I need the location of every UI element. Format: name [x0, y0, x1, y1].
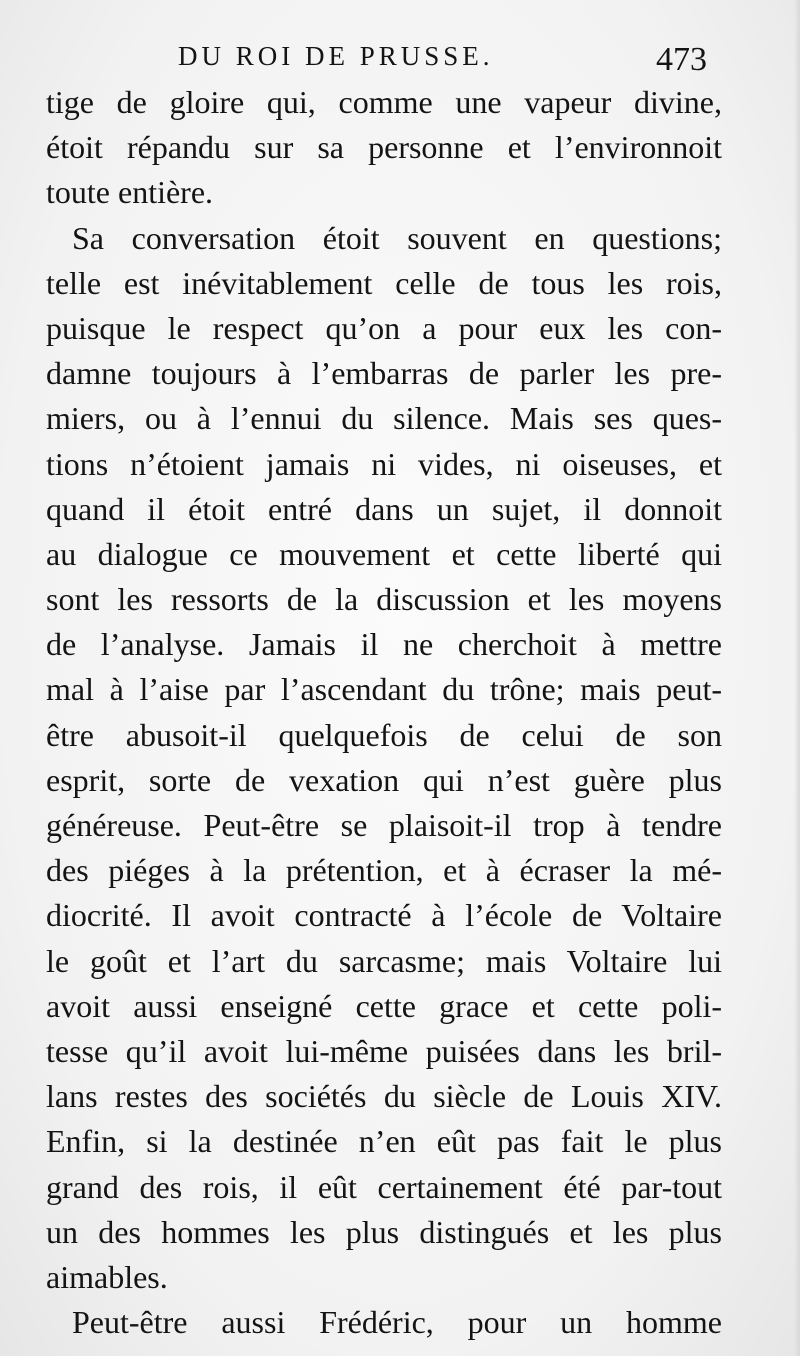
text-line: Peut-être aussi Frédéric, pour un homme	[72, 1304, 722, 1341]
text-line: puisque le respect qu’on a pour eux les con-	[46, 309, 722, 346]
text-line: tesse qu’il avoit lui-même puisées dans les bril-	[46, 1032, 722, 1069]
text-line: damne toujours à l’embarras de parler les pre-	[46, 355, 722, 392]
text-line: aimables.	[46, 1258, 168, 1295]
text-line: quand il étoit entré dans un sujet, il donnoit	[46, 490, 722, 527]
text-line: sont les ressorts de la discussion et les moyens	[46, 581, 722, 618]
text-line: avoit aussi enseigné cette grace et cette poli-	[46, 987, 722, 1024]
text-line: Enfin, si la destinée n’en eût pas fait le plus	[46, 1123, 722, 1160]
text-line: généreuse. Peut-être se plaisoit-il trop à tendre	[46, 807, 722, 843]
text-line: toute entière.	[46, 174, 214, 211]
page-number: 473	[656, 41, 707, 78]
text-line: mal à l’aise par l’ascendant du trône; mais peut-	[46, 671, 722, 708]
text-line: tions n’étoient jamais ni vides, ni oiseuses, et	[46, 445, 722, 482]
text-line: esprit, sorte de vexation qui n’est guère plus	[46, 761, 722, 798]
text-line: le goût et l’art du sarcasme; mais Voltaire lui	[46, 942, 722, 979]
text-line: diocrité. Il avoit contracté à l’école de Voltaire	[46, 897, 722, 934]
page-edge-shadow	[794, 0, 800, 1356]
text-line: miers, ou à l’ennui du silence. Mais ses ques-	[46, 400, 722, 437]
text-line: telle est inévitablement celle de tous les rois,	[46, 264, 722, 301]
body-text	[46, 80, 722, 1345]
text-line: des piéges à la prétention, et à écraser la mé-	[46, 852, 722, 889]
text-line: tige de gloire qui, comme une vapeur divine,	[46, 84, 722, 120]
running-head	[0, 36, 800, 80]
running-title: DU ROI DE PRUSSE.	[178, 41, 494, 71]
text-line: être abusoit-il quelquefois de celui de son	[46, 716, 722, 753]
text-line: grand des rois, il eût certainement été par-tout	[46, 1168, 722, 1205]
text-line: au dialogue ce mouvement et cette liberté qui	[46, 535, 722, 572]
text-line: de l’analyse. Jamais il ne cherchoit à mettre	[46, 626, 722, 663]
text-line: un des hommes les plus distingués et les plus	[46, 1213, 722, 1250]
text-line: lans restes des sociétés du siècle de Louis XIV.	[46, 1078, 722, 1115]
text-line: étoit répandu sur sa personne et l’environnoit	[46, 129, 722, 166]
text-line: Sa conversation étoit souvent en questions;	[72, 219, 722, 256]
